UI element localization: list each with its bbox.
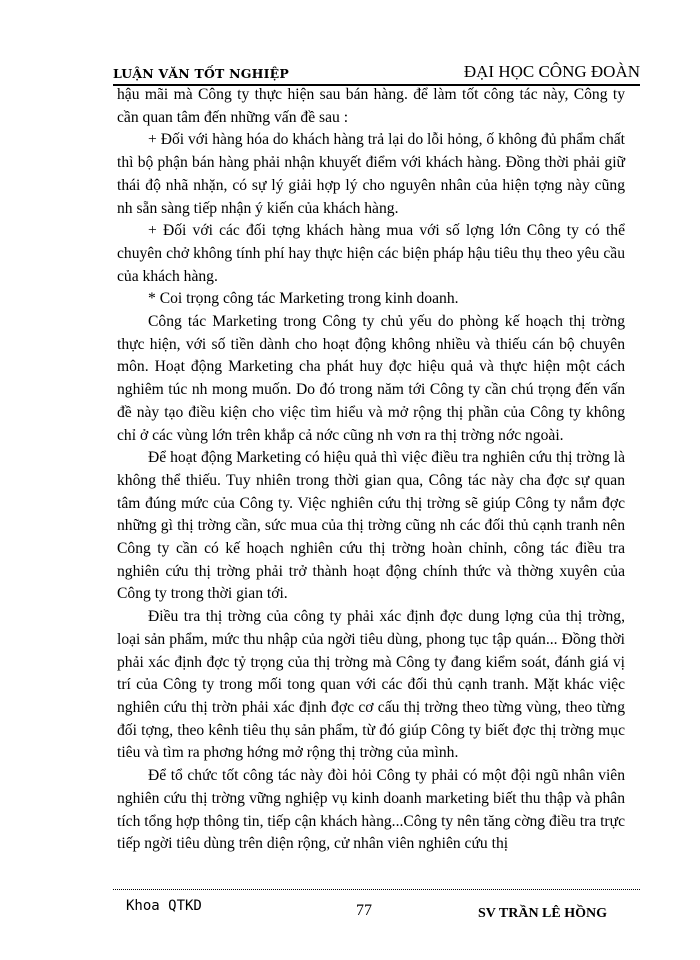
footer-divider xyxy=(113,889,640,890)
paragraph-5: Công tác Marketing trong Công ty chủ yếu do phòng kế hoạch thị trờng thực hiện, với số tiền dành cho hoạt động không nhiều và thiếu cán bộ chuyên môn. Hoạt động Marketing cha phát huy đợc hiệu quả và thực hiện một cách nghiêm túc nh mong muốn. Do đó trong năm tới Công ty cần chú trọng đến vấn đề này tạo điều kiện cho việc tìm hiểu và mở rộng thị phần của Công ty không chỉ ở các vùng lớn trên khắp cả nớc cũng nh vơn ra thị trờng nớc ngoài. xyxy=(117,313,625,444)
paragraph-6: Để hoạt động Marketing có hiệu quả thì việc điều tra nghiên cứu thị trờng là không thể thiếu. Tuy nhiên trong thời gian qua, Công tác này cha đợc sự quan tâm đúng mức của Công ty. Việc nghiên cứu thị trờng sẽ giúp Công ty nắm đợc những gì thị trờng cần, sức mua của thị trờng cũng nh các đối thủ cạnh tranh nên Công ty cần có kế hoạch nghiên cứu thị trờng hoàn chỉnh, công tác điều tra nghiên cứu thị trờng phải trở thành hoạt động chính thức và thờng xuyên của Công ty trong thời gian tới. xyxy=(117,449,625,603)
header-university-label: ĐẠI HỌC CÔNG ĐOÀN xyxy=(463,62,640,81)
paragraph-3: + Đối với các đối tợng khách hàng mua với số lợng lớn Công ty có thể chuyên chở không tính phí hay thực hiện các biện pháp hậu tiêu thụ theo yêu cầu của khách hàng. xyxy=(117,222,625,285)
header-thesis-label: LUẬN VĂN TỐT NGHIỆP xyxy=(113,66,289,81)
paragraph-7: Điều tra thị trờng của công ty phải xác định đợc dung lợng của thị trờng, loại sản phẩm, mức thu nhập của ngời tiêu dùng, phong tục tập quán... Đồng thời phải xác định đợc tỷ trọng của thị trờng mà Công ty đang kiểm soát, đánh giá vị trí của Công ty trong mối tong quan với các đối thủ cạnh tranh. Mặt khác việc nghiên cứu thị trờn phải xác định đợc cơ cấu thị trờng theo từng vùng, theo từng đối tợng, theo kênh tiêu thụ sản phẩm, từ đó giúp Công ty biết đợc thị trờng mục tiêu và tìm ra phơng hớng mở rộng thị trờng của mình. xyxy=(117,608,625,762)
paragraph-1: hậu mãi mà Công ty thực hiện sau bán hàng. để làm tốt công tác này, Công ty cần quan tâm đến những vấn đề sau : xyxy=(117,86,625,126)
paragraph-2: + Đối với hàng hóa do khách hàng trả lại do lỗi hỏng, ố không đủ phẩm chất thì bộ phận bán hàng phải nhận khuyết điểm với khách hàng. Đồng thời phải giữ thái độ nhã nhặn, có sự lý giải hợp lý cho nguyên nhân của hiện tợng này cũng nh sẵn sàng tiếp nhận ý kiến của khách hàng. xyxy=(117,131,625,217)
paragraph-4: * Coi trọng công tác Marketing trong kinh doanh. xyxy=(148,290,459,308)
page-header xyxy=(113,54,640,86)
body-text xyxy=(117,84,625,856)
footer-student-name: SV TRẦN LÊ HỒNG xyxy=(478,906,608,918)
footer-faculty: Khoa QTKD xyxy=(126,898,202,914)
page-number: 77 xyxy=(356,902,372,919)
paragraph-8: Để tổ chức tốt công tác này đòi hỏi Công ty phải có một đội ngũ nhân viên nghiên cứu thị trờng vững nghiệp vụ kinh doanh marketing biết thu thập và phân tích tổng hợp thông tin, tiếp cận khách hàng...Công ty nên tăng cờng điều tra trực tiếp ngời tiêu dùng trên diện rộng, cử nhân viên nghiên cứu thị xyxy=(117,767,625,853)
